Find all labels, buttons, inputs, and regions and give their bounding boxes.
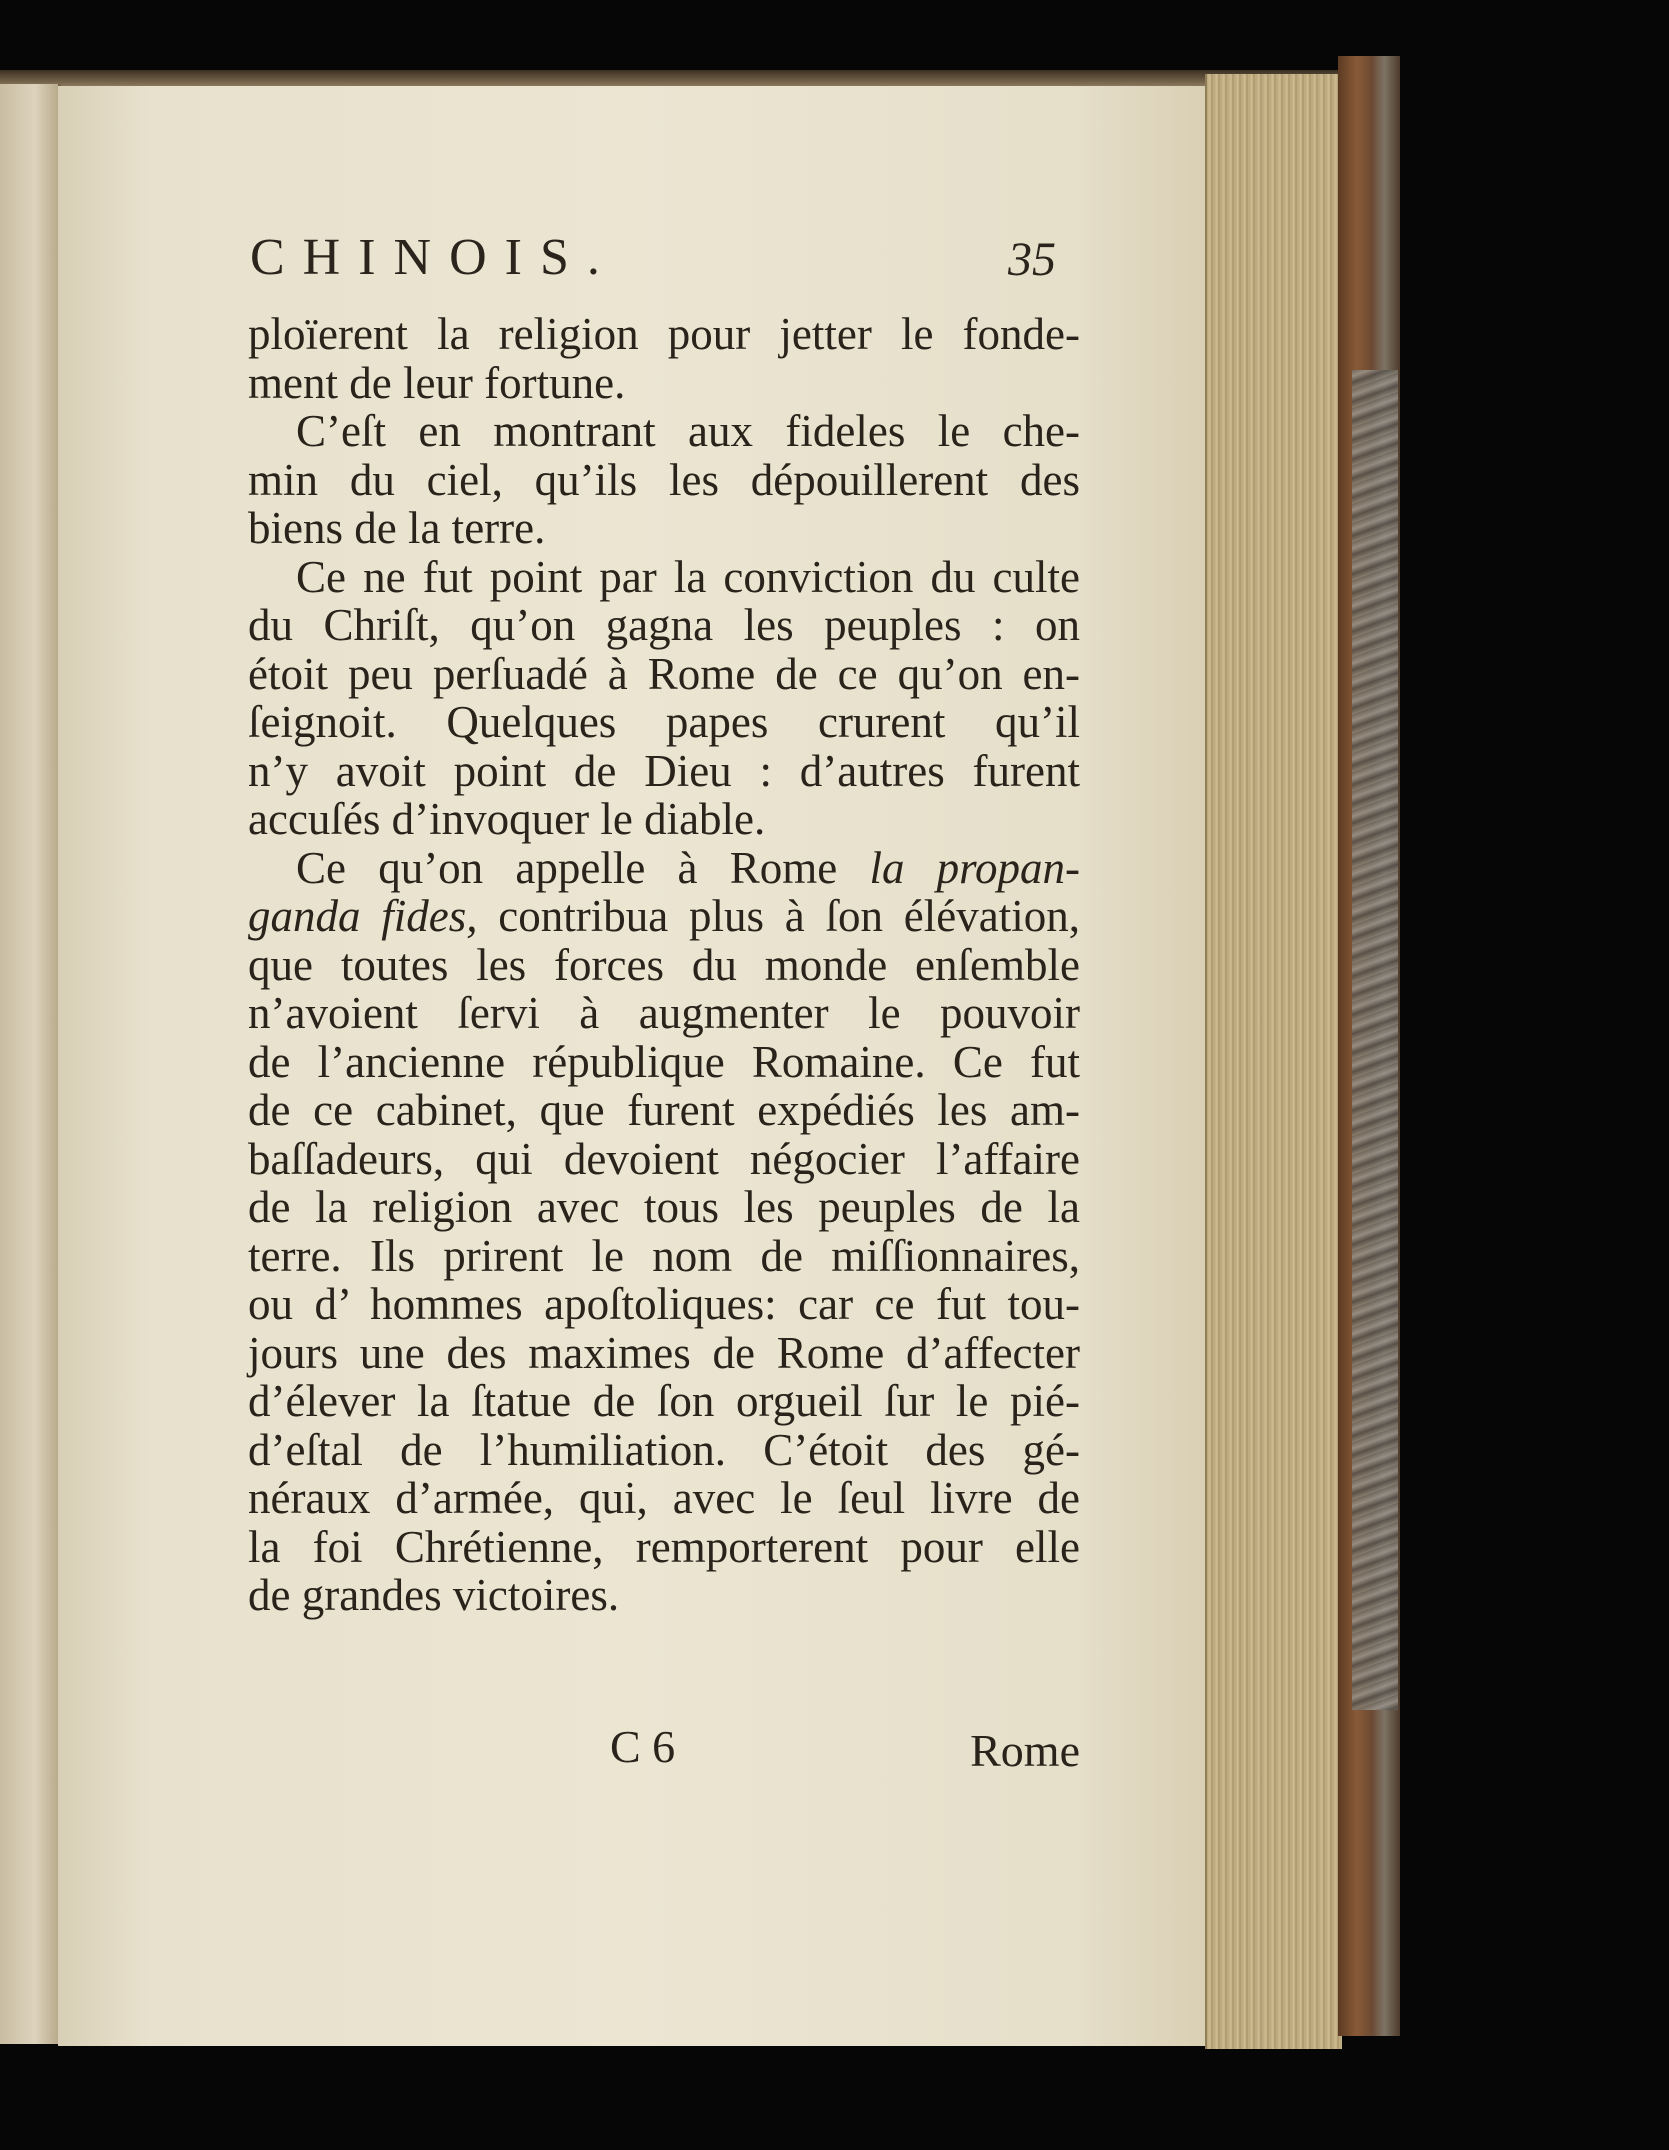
text-line: C’eſt en montrant aux fideles le che- [296,406,1080,456]
text-segment: contribua plus à ſon élévation, [477,891,1080,941]
previous-page-edge [0,84,61,2044]
body-text [248,310,1080,1620]
marbled-cover-panel [1352,370,1398,1710]
text-segment: Ce qu’on appelle à Rome [296,842,870,893]
text-line: baſſadeurs, qui devoient négocier l’affaire [248,1133,1080,1184]
text-line: de l’ancienne république Romaine. Ce fut [248,1036,1080,1087]
italic-term: la propan- [869,842,1080,893]
text-line: de la religion avec tous les peuples de la [248,1182,1080,1232]
text-line: de grandes victoires. [248,1570,620,1620]
text-line: accuſés d’invoquer le diable. [248,794,766,844]
text-line: néraux d’armée, qui, avec le ſeul livre de [248,1473,1080,1523]
text-line: n’avoient ſervi à augmenter le pouvoir [248,988,1080,1038]
page-header [250,228,1100,298]
text-line: jours une des maximes de Rome d’affecter [248,1327,1080,1378]
text-line [248,892,1080,941]
text-line: étoit peu perſuadé à Rome de ce qu’on en- [248,648,1080,699]
text-line: n’y avoit point de Dieu : d’autres furent [248,745,1080,796]
text-line: biens de la terre. [248,503,546,553]
text-line: la foi Chrétienne, remporterent pour elle [248,1521,1080,1572]
text-line: de ce cabinet, que furent expédiés les am- [248,1085,1080,1135]
text-line: d’élever la ſtatue de ſon orgueil ſur le pié- [248,1376,1080,1426]
text-line: ment de leur fortune. [248,357,626,408]
page-footer [248,1720,1080,1780]
text-line: terre. Ils prirent le nom de miſſionnaires, [248,1230,1080,1281]
text-line: min du ciel, qu’ils les dépouillerent des [248,454,1080,505]
text-line: ſeignoit. Quelques papes crurent qu’il [248,697,1080,747]
text-line: Ce ne fut point par la conviction du culte [296,551,1080,602]
signature-mark: C 6 [610,1721,676,1772]
page-block-edges [1205,74,1342,2049]
text-line: d’eſtal de l’humiliation. C’étoit des gé- [248,1424,1080,1475]
text-line: du Chriſt, qu’on gagna les peuples : on [248,600,1080,650]
italic-term: ganda fides, [248,891,478,941]
page-number: 35 [1008,233,1056,286]
text-line: que toutes les forces du monde enſemble [248,939,1080,990]
catchword: Rome [970,1725,1080,1776]
running-head: CHINOIS. [250,229,618,286]
body-text-part-1 [248,310,1080,844]
text-line: ploïerent la religion pour jetter le fonde- [248,309,1080,359]
text-line [248,844,1080,893]
body-text-part-2 [248,941,1080,1620]
text-line: ou d’ hommes apoſtoliques: car ce fut tou- [248,1279,1080,1329]
